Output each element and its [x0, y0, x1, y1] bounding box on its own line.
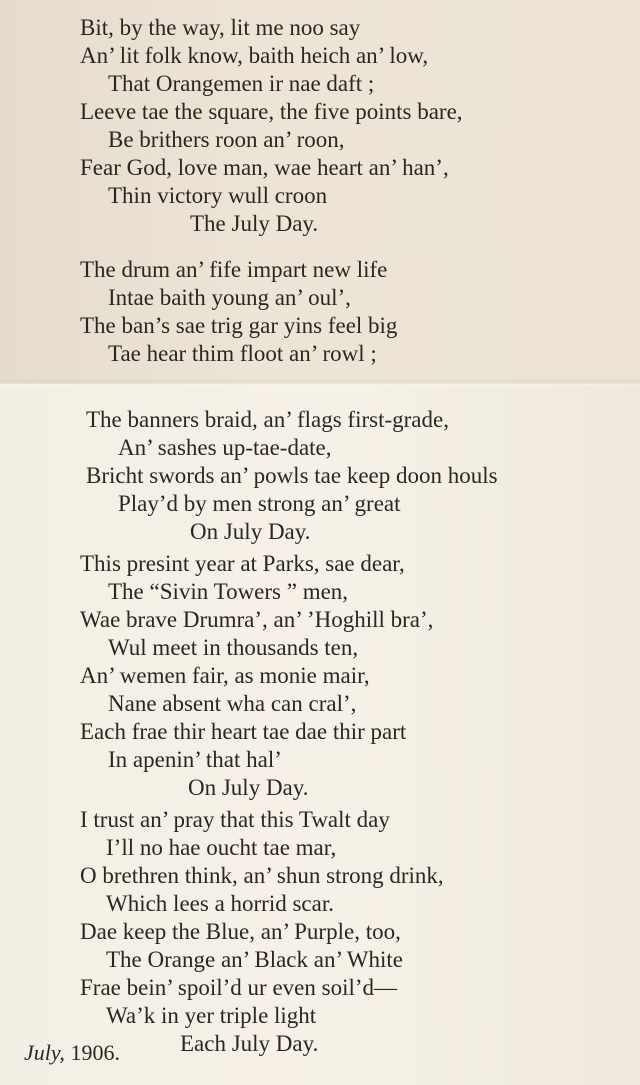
poem-line: Frae bein’ spoil’d ur even soil’d—: [80, 975, 398, 1000]
poem-line: Tae hear thim floot an’ rowl ;: [108, 341, 377, 366]
poem-line: Leeve tae the square, the five points bare,: [80, 99, 463, 124]
poem-line: Which lees a horrid scar.: [106, 891, 334, 916]
poem-line: Nane absent wha can cral’,: [108, 691, 357, 716]
poem-line: The “Sivin Towers ” men,: [108, 579, 349, 604]
poem-line: Dae keep the Blue, an’ Purple, too,: [80, 919, 401, 944]
poem-line: An’ lit folk know, baith heich an’ low,: [80, 43, 429, 68]
poem-line: The Orange an’ Black an’ White: [106, 947, 403, 972]
dateline: [24, 1040, 120, 1066]
poem-line: An’ wemen fair, as monie mair,: [80, 663, 370, 688]
poem-line: Bricht swords an’ powls tae keep doon houls: [86, 463, 498, 488]
poem-line: Intae baith young an’ oul’,: [108, 285, 351, 310]
poem-line: Fear God, love man, wae heart an’ han’,: [80, 155, 449, 180]
poem-line: The drum an’ fife impart new life: [80, 257, 388, 282]
poem-line: I trust an’ pray that this Twalt day: [80, 807, 390, 832]
poem-line: Play’d by men strong an’ great: [118, 491, 401, 516]
poem-line: An’ sashes up-tae-date,: [118, 435, 332, 460]
poem-line: Thin victory wull croon: [108, 183, 328, 208]
dateline-month: July,: [24, 1040, 65, 1065]
poem-line: That Orangemen ir nae daft ;: [108, 71, 375, 96]
poem-line: The July Day.: [190, 211, 319, 236]
poem-line: Wul meet in thousands ten,: [108, 635, 359, 660]
poem-line: Be brithers roon an’ roon,: [108, 127, 345, 152]
poem-line: This presint year at Parks, sae dear,: [80, 551, 405, 576]
poem-line: In apenin’ that hal’: [108, 747, 282, 772]
poem-line: Each frae thir heart tae dae thir part: [80, 719, 407, 744]
poem-line: On July Day.: [190, 519, 311, 544]
poem-line: Wa’k in yer triple light: [106, 1003, 317, 1028]
poem-line: The banners braid, an’ flags first-grade,: [86, 407, 449, 432]
poem-line: Wae brave Drumra’, an’ ’Hoghill bra’,: [80, 607, 434, 632]
poem-line: O brethren think, an’ shun strong drink,: [80, 863, 444, 888]
poem-line: On July Day.: [188, 775, 309, 800]
dateline-year: 1906.: [70, 1040, 120, 1065]
poem-line: Each July Day.: [180, 1031, 319, 1056]
poem-line: The ban’s sae trig gar yins feel big: [80, 313, 398, 338]
page-seam: [0, 380, 640, 386]
poem-line: I’ll no hae oucht tae mar,: [106, 835, 337, 860]
poem-line: Bit, by the way, lit me noo say: [80, 15, 361, 40]
